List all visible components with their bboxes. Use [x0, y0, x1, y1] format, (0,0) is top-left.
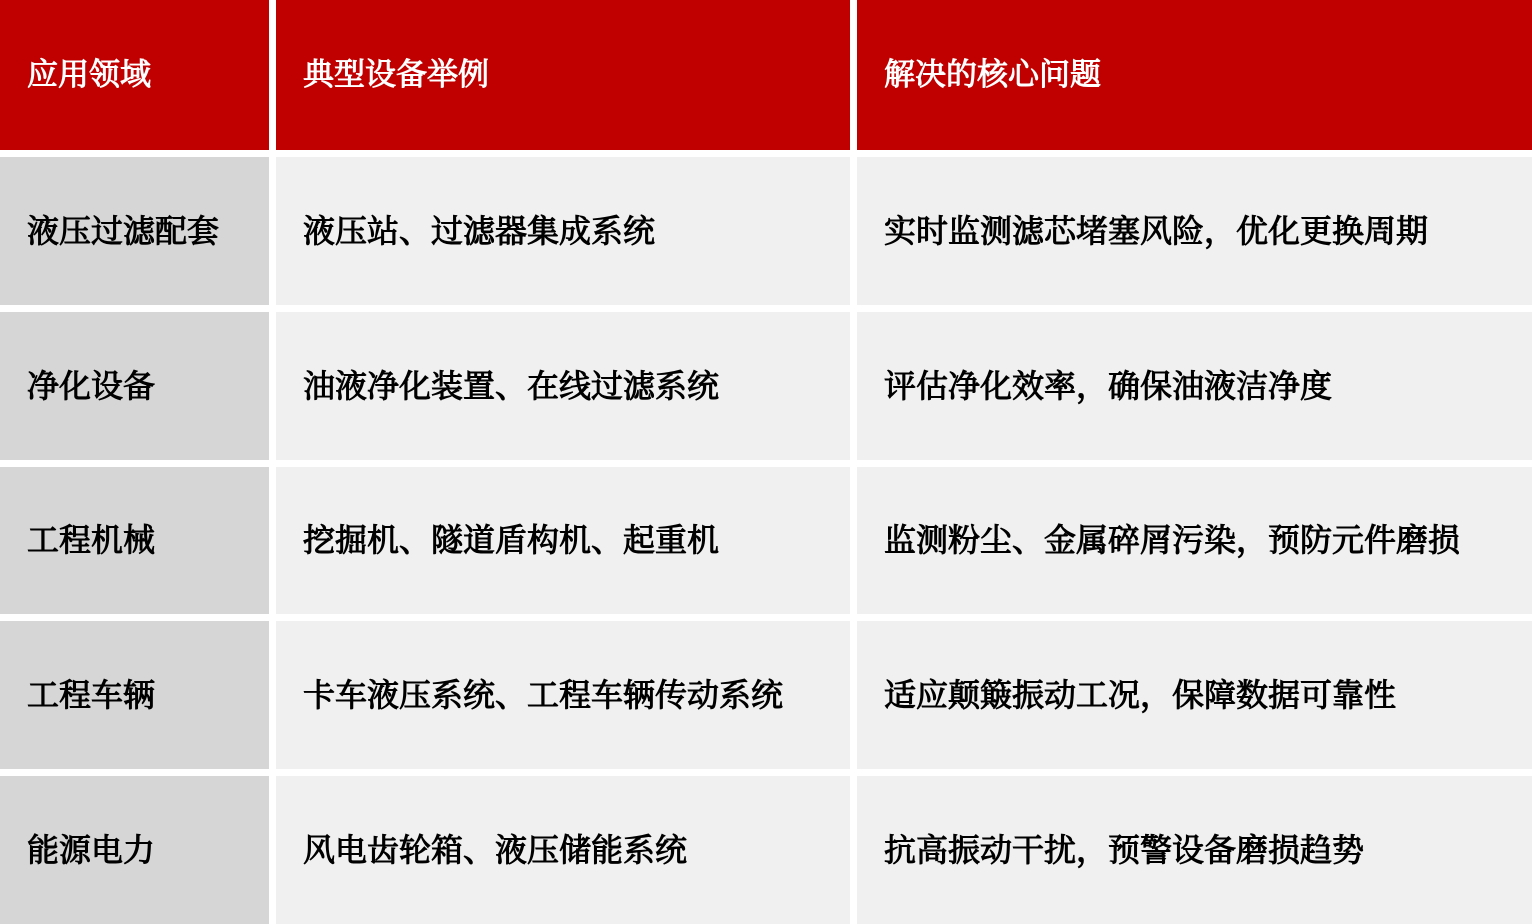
table-cell-equipment: 风电齿轮箱、液压储能系统	[276, 776, 850, 924]
row-header-hydraulic-filtration: 液压过滤配套	[0, 157, 269, 305]
column-header-problem: 解决的核心问题	[857, 0, 1532, 150]
table-cell-equipment: 卡车液压系统、工程车辆传动系统	[276, 621, 850, 769]
row-header-engineering-vehicles: 工程车辆	[0, 621, 269, 769]
table-cell-problem: 实时监测滤芯堵塞风险，优化更换周期	[857, 157, 1532, 305]
table-cell-problem: 适应颠簸振动工况，保障数据可靠性	[857, 621, 1532, 769]
row-header-energy-power: 能源电力	[0, 776, 269, 924]
table-cell-equipment: 液压站、过滤器集成系统	[276, 157, 850, 305]
row-header-purification-equipment: 净化设备	[0, 312, 269, 460]
row-header-construction-machinery: 工程机械	[0, 467, 269, 615]
column-header-domain: 应用领域	[0, 0, 269, 150]
table-cell-problem: 监测粉尘、金属碎屑污染，预防元件磨损	[857, 467, 1532, 615]
table-cell-problem: 抗高振动干扰，预警设备磨损趋势	[857, 776, 1532, 924]
table-cell-equipment: 挖掘机、隧道盾构机、起重机	[276, 467, 850, 615]
column-header-equipment: 典型设备举例	[276, 0, 850, 150]
table-cell-equipment: 油液净化装置、在线过滤系统	[276, 312, 850, 460]
table-cell-problem: 评估净化效率，确保油液洁净度	[857, 312, 1532, 460]
